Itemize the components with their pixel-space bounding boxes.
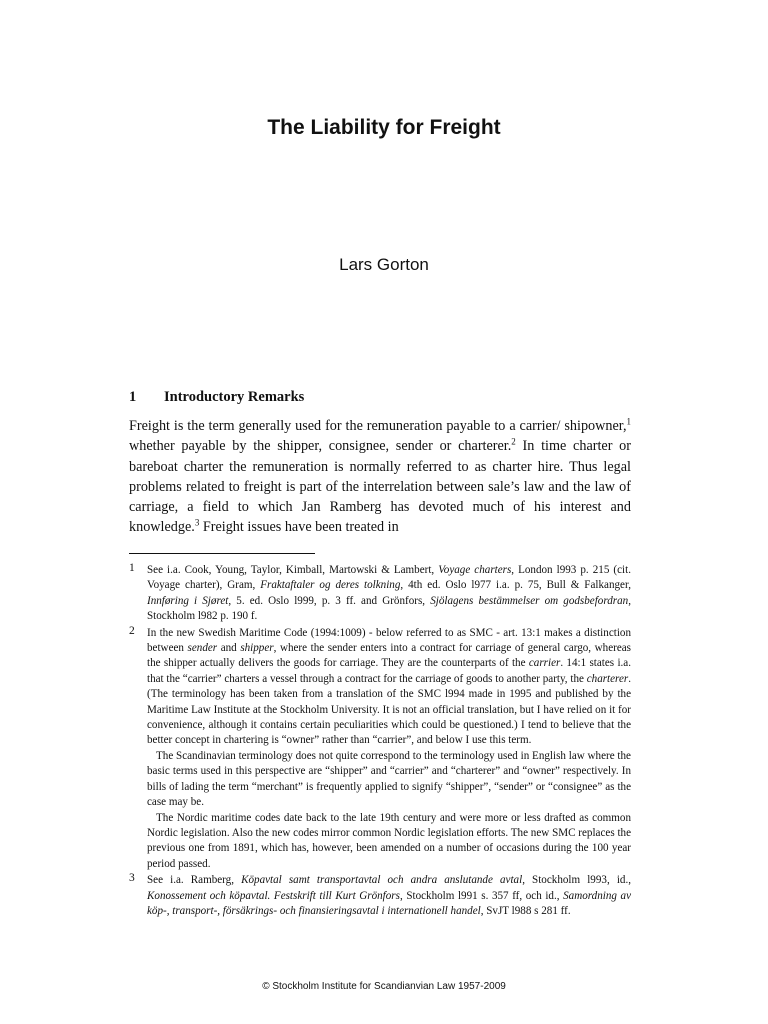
author-name: Lars Gorton <box>339 255 429 274</box>
footnote-number: 1 <box>129 562 135 574</box>
body-text: whether payable by the shipper, consignee, sender or charterer. <box>129 438 512 455</box>
footnote-text: See i.a. Ramberg, Köpavtal samt transportavtal och andra anslutande avtal, Stockholm l993, id., Konossement och köpavtal. Festskrift till Kurt Grönfors, Stockholm l991 s. 357 ff, och id., Samordning av köp-, transport-, försäkrings- och finansieringsavtal i internationell handel, SvJT l988 s 281 ff. <box>147 874 631 917</box>
footnote-text: In the new Swedish Maritime Code (1994:1009) - below referred to as SMC - art. 13:1 makes a distinction between sender and shipper, where the sender enters into a contract for carriage of general cargo, whereas the shipper actually delivers the goods for carriage. They are the counterparts of the carrier. 14:1 states i.a. that the “carrier” charters a vessel through a contract for the carriage of goods to another party, the charterer. (The terminology has been taken from a translation of the SMC l994 made in 1995 and published by the Maritime Law Institute at the Stockholm University. It is not an official translation, but I have relied on it for convenience, although it contains certain peculiarities which could be questioned.) I tend to believe that the better concept in chartering is “owner” rather than “carrier”, and below I use this term. <box>147 626 631 747</box>
copyright-footer: © Stockholm Institute for Scandianvian Law 1957-2009 <box>262 981 506 992</box>
body-text: Freight issues have been treated in <box>199 519 399 536</box>
footnote-text: The Scandinavian terminology does not quite correspond to the terminology used in English law where the basic terms used in this perspective are “shipper” and “carrier” and “charterer” and “owner” respectively. In bills of lading the term “merchant” is frequently applied to signify “shipper”, “sender” or “consignee” as the case may be. <box>147 749 631 809</box>
body-text: Freight is the term generally used for the remuneration payable to a carrier/ shipowner, <box>129 418 627 434</box>
body-text: In time charter or bareboat charter the remuneration is normally referred to as charter hire. Thus legal problems related to freight is part of the interrelation between sale’s law and the law of carriage, a field to which Jan Ramberg has devoted much of his interest and knowledge. <box>129 438 631 536</box>
footnote-divider <box>129 553 315 554</box>
footnote-2 <box>129 626 631 873</box>
footnote-ref-3[interactable]: 3 <box>194 517 200 528</box>
body-paragraph <box>129 416 631 538</box>
footnote-ref-2[interactable]: 2 <box>511 436 516 447</box>
footnote-number: 3 <box>129 872 135 885</box>
footnote-1 <box>129 563 631 625</box>
section-heading <box>129 387 639 407</box>
article-title: The Liability for Freight <box>267 116 501 139</box>
section-number: 1 <box>129 389 137 405</box>
footnote-3 <box>129 873 631 919</box>
footnotes <box>129 563 631 920</box>
section-title: Introductory Remarks <box>164 389 305 405</box>
footnote-ref-1[interactable]: 1 <box>626 416 631 427</box>
footnote-text: See i.a. Cook, Young, Taylor, Kimball, Martowski & Lambert, Voyage charters, London l993 p. 215 (cit. Voyage charter), Gram, Fraktaftaler og deres tolkning, 4th ed. Oslo l977 i.a. p. 75, Bull & Falkanger, Innføring i Sjøret, 5. ed. Oslo l999, p. 3 ff. and Grönfors, Sjölagens bestämmelser om godsbefordran, Stockholm l982 p. 190 f. <box>147 564 631 623</box>
footnote-number: 2 <box>129 624 135 637</box>
footnote-text: The Nordic maritime codes date back to the late 19th century and were more or less drafted as common Nordic legislation. Also the new codes mirror common Nordic legislation efforts. The new SMC replaces the previous one from 1891, which has, however, been amended on a number of occasions during the 100 year period passed. <box>147 811 631 870</box>
